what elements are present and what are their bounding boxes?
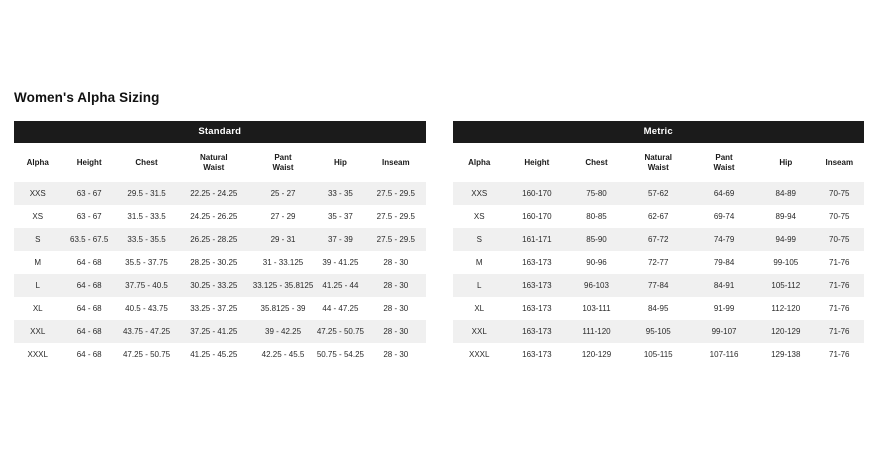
table-row [453, 228, 865, 251]
cell-height: 64 - 68 [61, 343, 116, 366]
cell-alpha: XXXL [453, 343, 506, 366]
cell-alpha: XXS [453, 182, 506, 205]
table-row [14, 297, 426, 320]
table-row [14, 228, 426, 251]
cell-natural-waist: 28.25 - 30.25 [176, 251, 251, 274]
column-header-inseam: Inseam [366, 143, 425, 182]
cell-hip: 105-112 [757, 274, 815, 297]
cell-natural-waist: 30.25 - 33.25 [176, 274, 251, 297]
cell-natural-waist: 33.25 - 37.25 [176, 297, 251, 320]
cell-height: 63 - 67 [61, 205, 116, 228]
cell-chest: 31.5 - 33.5 [117, 205, 176, 228]
cell-height: 160-170 [506, 182, 568, 205]
cell-pant-waist: 33.125 - 35.8125 [251, 274, 314, 297]
table-row [453, 251, 865, 274]
column-header-pant-waist: Pant Waist [251, 143, 314, 182]
table-row [453, 205, 865, 228]
cell-chest: 120-129 [568, 343, 626, 366]
cell-pant-waist: 35.8125 - 39 [251, 297, 314, 320]
cell-inseam: 28 - 30 [366, 274, 425, 297]
cell-pant-waist: 29 - 31 [251, 228, 314, 251]
cell-inseam: 28 - 30 [366, 297, 425, 320]
cell-inseam: 28 - 30 [366, 251, 425, 274]
cell-inseam: 28 - 30 [366, 320, 425, 343]
cell-pant-waist: 42.25 - 45.5 [251, 343, 314, 366]
table-row [14, 205, 426, 228]
table-row [453, 343, 865, 366]
cell-height: 64 - 68 [61, 320, 116, 343]
cell-hip: 89-94 [757, 205, 815, 228]
cell-alpha: S [453, 228, 506, 251]
table-row [453, 182, 865, 205]
cell-hip: 39 - 41.25 [315, 251, 366, 274]
cell-hip: 99-105 [757, 251, 815, 274]
cell-alpha: S [14, 228, 61, 251]
cell-height: 63 - 67 [61, 182, 116, 205]
cell-alpha: XXL [14, 320, 61, 343]
cell-natural-waist: 24.25 - 26.25 [176, 205, 251, 228]
cell-natural-waist: 41.25 - 45.25 [176, 343, 251, 366]
column-header-height: Height [506, 143, 568, 182]
cell-chest: 85-90 [568, 228, 626, 251]
cell-pant-waist: 31 - 33.125 [251, 251, 314, 274]
metric-table-header: Metric [453, 121, 865, 143]
standard-size-table [14, 143, 426, 366]
standard-table-block [14, 121, 426, 366]
cell-alpha: XXS [14, 182, 61, 205]
cell-hip: 84-89 [757, 182, 815, 205]
cell-hip: 129-138 [757, 343, 815, 366]
cell-chest: 35.5 - 37.75 [117, 251, 176, 274]
cell-height: 161-171 [506, 228, 568, 251]
cell-chest: 43.75 - 47.25 [117, 320, 176, 343]
cell-natural-waist: 22.25 - 24.25 [176, 182, 251, 205]
cell-hip: 37 - 39 [315, 228, 366, 251]
cell-hip: 120-129 [757, 320, 815, 343]
cell-inseam: 27.5 - 29.5 [366, 205, 425, 228]
cell-natural-waist: 84-95 [625, 297, 691, 320]
cell-alpha: XL [14, 297, 61, 320]
cell-chest: 29.5 - 31.5 [117, 182, 176, 205]
cell-pant-waist: 74-79 [691, 228, 757, 251]
column-header-inseam: Inseam [815, 143, 864, 182]
column-header-chest: Chest [568, 143, 626, 182]
cell-natural-waist: 37.25 - 41.25 [176, 320, 251, 343]
cell-natural-waist: 77-84 [625, 274, 691, 297]
cell-pant-waist: 84-91 [691, 274, 757, 297]
cell-height: 63.5 - 67.5 [61, 228, 116, 251]
page-title: Women's Alpha Sizing [14, 90, 160, 105]
cell-pant-waist: 69-74 [691, 205, 757, 228]
cell-inseam: 71-76 [815, 251, 864, 274]
table-row [14, 343, 426, 366]
cell-height: 64 - 68 [61, 297, 116, 320]
table-header-row [14, 143, 426, 182]
table-row [453, 274, 865, 297]
cell-chest: 75-80 [568, 182, 626, 205]
table-row [14, 251, 426, 274]
cell-chest: 37.75 - 40.5 [117, 274, 176, 297]
cell-hip: 50.75 - 54.25 [315, 343, 366, 366]
cell-alpha: M [453, 251, 506, 274]
table-row [14, 182, 426, 205]
cell-pant-waist: 79-84 [691, 251, 757, 274]
cell-pant-waist: 27 - 29 [251, 205, 314, 228]
cell-alpha: XXL [453, 320, 506, 343]
cell-pant-waist: 107-116 [691, 343, 757, 366]
cell-alpha: M [14, 251, 61, 274]
cell-height: 163-173 [506, 274, 568, 297]
cell-inseam: 70-75 [815, 228, 864, 251]
table-row [453, 320, 865, 343]
cell-natural-waist: 26.25 - 28.25 [176, 228, 251, 251]
cell-height: 163-173 [506, 320, 568, 343]
column-header-pant-waist: Pant Waist [691, 143, 757, 182]
cell-chest: 47.25 - 50.75 [117, 343, 176, 366]
metric-size-table [453, 143, 865, 366]
cell-pant-waist: 91-99 [691, 297, 757, 320]
cell-chest: 96-103 [568, 274, 626, 297]
cell-chest: 90-96 [568, 251, 626, 274]
cell-height: 163-173 [506, 251, 568, 274]
cell-alpha: XS [453, 205, 506, 228]
table-row [14, 320, 426, 343]
cell-natural-waist: 105-115 [625, 343, 691, 366]
cell-hip: 47.25 - 50.75 [315, 320, 366, 343]
cell-hip: 94-99 [757, 228, 815, 251]
cell-alpha: L [453, 274, 506, 297]
cell-inseam: 71-76 [815, 274, 864, 297]
column-header-natural-waist: Natural Waist [176, 143, 251, 182]
cell-chest: 33.5 - 35.5 [117, 228, 176, 251]
cell-natural-waist: 57-62 [625, 182, 691, 205]
column-header-hip: Hip [315, 143, 366, 182]
cell-hip: 112-120 [757, 297, 815, 320]
cell-inseam: 70-75 [815, 205, 864, 228]
column-header-height: Height [61, 143, 116, 182]
cell-pant-waist: 64-69 [691, 182, 757, 205]
cell-height: 64 - 68 [61, 274, 116, 297]
cell-inseam: 71-76 [815, 297, 864, 320]
cell-alpha: XS [14, 205, 61, 228]
cell-height: 64 - 68 [61, 251, 116, 274]
cell-alpha: L [14, 274, 61, 297]
cell-natural-waist: 62-67 [625, 205, 691, 228]
cell-alpha: XXXL [14, 343, 61, 366]
cell-inseam: 27.5 - 29.5 [366, 182, 425, 205]
standard-table-header: Standard [14, 121, 426, 143]
cell-hip: 41.25 - 44 [315, 274, 366, 297]
table-header-row [453, 143, 865, 182]
metric-table-block [453, 121, 865, 366]
cell-height: 163-173 [506, 343, 568, 366]
cell-natural-waist: 67-72 [625, 228, 691, 251]
table-row [453, 297, 865, 320]
cell-height: 160-170 [506, 205, 568, 228]
cell-pant-waist: 99-107 [691, 320, 757, 343]
cell-hip: 33 - 35 [315, 182, 366, 205]
column-header-natural-waist: Natural Waist [625, 143, 691, 182]
cell-chest: 80-85 [568, 205, 626, 228]
cell-chest: 40.5 - 43.75 [117, 297, 176, 320]
cell-inseam: 70-75 [815, 182, 864, 205]
cell-alpha: XL [453, 297, 506, 320]
table-row [14, 274, 426, 297]
column-header-hip: Hip [757, 143, 815, 182]
size-tables-container [14, 121, 864, 366]
column-header-alpha: Alpha [14, 143, 61, 182]
cell-inseam: 27.5 - 29.5 [366, 228, 425, 251]
cell-natural-waist: 72-77 [625, 251, 691, 274]
cell-chest: 111-120 [568, 320, 626, 343]
cell-natural-waist: 95-105 [625, 320, 691, 343]
cell-height: 163-173 [506, 297, 568, 320]
cell-hip: 35 - 37 [315, 205, 366, 228]
cell-pant-waist: 39 - 42.25 [251, 320, 314, 343]
cell-hip: 44 - 47.25 [315, 297, 366, 320]
column-header-alpha: Alpha [453, 143, 506, 182]
cell-chest: 103-111 [568, 297, 626, 320]
cell-inseam: 28 - 30 [366, 343, 425, 366]
cell-pant-waist: 25 - 27 [251, 182, 314, 205]
cell-inseam: 71-76 [815, 343, 864, 366]
column-header-chest: Chest [117, 143, 176, 182]
cell-inseam: 71-76 [815, 320, 864, 343]
